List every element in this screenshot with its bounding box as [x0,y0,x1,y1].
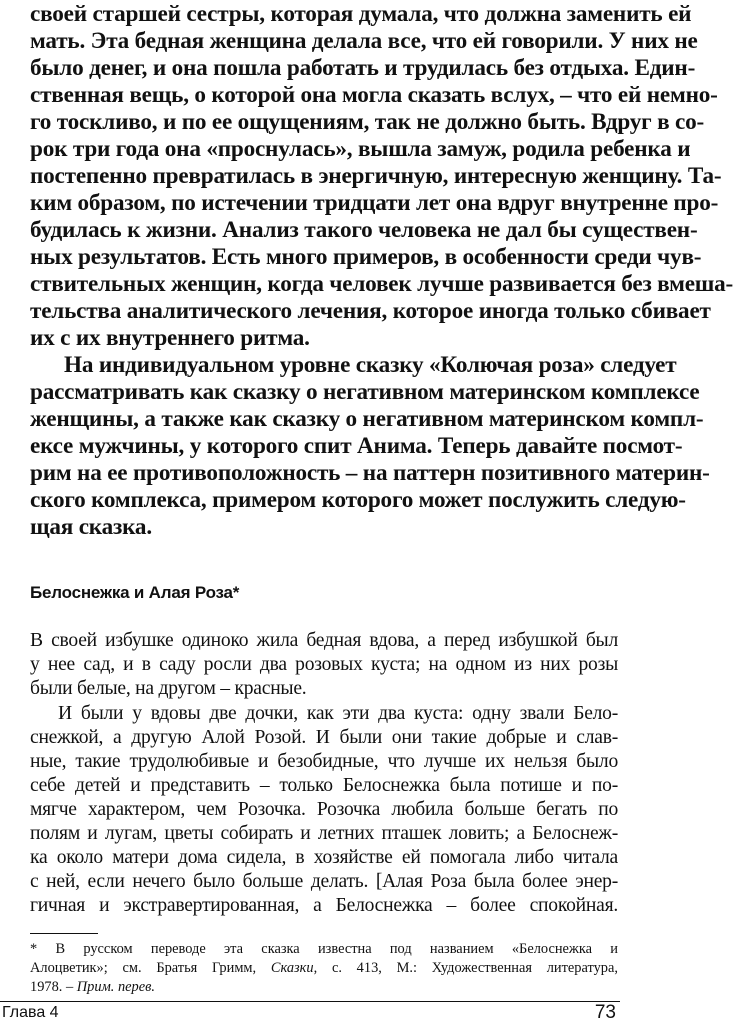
text-line: постепенно превратилась в энергичную, интересную женщину. Та- [30,163,722,189]
footnote-rule [30,933,98,934]
section-heading: Белоснежка и Алая Роза* [30,583,240,602]
footnote-translator-note: Прим. перев. [76,979,155,995]
footnote-line [30,978,618,997]
text-line: женщины, а также как сказку о негативном материнском компл- [30,406,704,432]
text-line: рим на ее противоположность – на паттерн позитивного материн- [30,460,710,486]
text-line: ексе мужчины, у которого спит Анима. Теперь давайте посмот- [30,433,683,459]
footnote-line [30,959,618,978]
text-line: го тоскливо, и по ее ощущениям, так не должно быть. Вдруг в со- [30,109,705,135]
text-line: тельства аналитического лечения, которое иногда только сбивает [30,298,711,324]
text-line: ского комплекса, примером которого может послужить следую- [30,487,686,513]
chapter-label: Глава 4 [2,1004,59,1021]
text-line: ким образом, по истечении тридцати лет она вдруг внутренне про- [30,190,719,216]
text-line: их с их внутреннего ритма. [30,325,310,351]
text-line: себе детей и представить – только Белоснежка была потише и по- [30,775,618,796]
text-line: полям и лугам, цветы собирать и летних пташек ловить; а Белоснеж- [30,823,618,844]
footnote-book-title: Сказки [270,960,314,976]
text-line: ные, такие трудолюбивые и безобидные, что лучше их нельзя было [30,751,618,772]
text-line: будилась к жизни. Анализ такого человека не дал бы существен- [30,217,698,243]
text-line: своей старшей сестры, которая думала, что должна заменить ей [30,1,692,27]
footnote-text: Алоцветик»; см. Братья Гримм, [30,960,271,976]
text-line: ствительных женщин, когда человек лучше развивается без вмеша- [30,271,733,297]
text-line: были белые, на другом – красные. [30,678,307,699]
text-line: ка около матери дома сидела, в хозяйстве ей помогала либо читала [30,847,618,868]
text-line: ных результатов. Есть много примеров, в особенности среди чув- [30,244,702,270]
text-line: На индивидуальном уровне сказку «Колючая роза» следует [64,352,677,378]
text-line: В своей избушке одиноко жила бедная вдова, а перед избушкой был [30,630,618,651]
text-line: щая сказка. [30,514,152,540]
text-line: мать. Эта бедная женщина делала все, что ей говорили. У них не [30,28,698,54]
text-line: у нее сад, и в саду росли два розовых куста; на одном из них розы [30,654,618,675]
text-line: ственная вещь, о которой она могла сказать вслух, – что ей немно- [30,82,718,108]
text-line: гичная и экстравертированная, а Белоснежка – более спокойная. [30,895,618,916]
page-number: 73 [594,1002,616,1023]
footnote-line: * В русском переводе эта сказка известна под названием «Белоснежка и [30,941,618,957]
footnote-text: , с. 413, М.: Художественная литература, [313,960,618,976]
text-line: было денег, и она пошла работать и трудилась без отдыха. Един- [30,55,696,81]
text-line: рок три года она «проснулась», вышла замуж, родила ребенка и [30,136,691,162]
text-line: рассматривать как сказку о негативном материнском комплексе [30,379,700,405]
footer-rule [0,1001,620,1002]
text-line: мягче характером, чем Розочка. Розочка любила больше бегать по [30,799,618,820]
text-line: И были у вдовы две дочки, как эти два куста: одну звали Бело- [58,703,618,724]
footnote-text: 1978. – [30,979,77,995]
text-line: снежкой, а другую Алой Розой. И были они такие добрые и слав- [30,727,618,748]
text-line: с ней, если нечего было больше делать. [Алая Роза была более энер- [30,871,618,892]
